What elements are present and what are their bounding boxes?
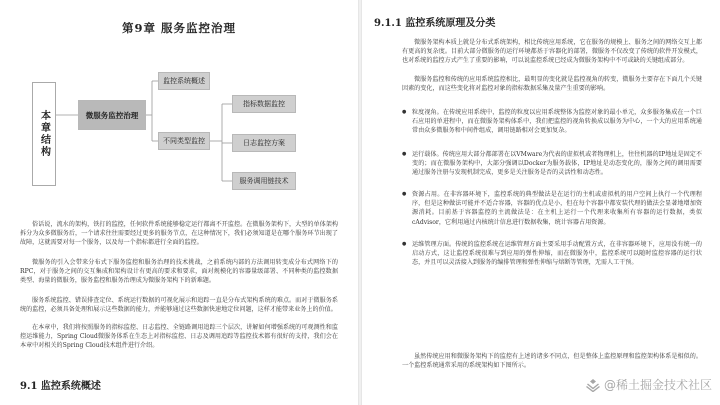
juejin-logo-icon [586,378,600,392]
bullet-granularity: ● 粒度视角。在传统应用系统中，监控的粒度以应用系统整体为监控对象的最小单元，众多服务集成在一个巨石应用的单进程中，而在微服务架构体系中，我们把监控的视角转换成以服务为中心，一个大的应用系统通常由众多微服务和中间件组成，调用链路相对会更加复杂。 [402,108,702,136]
diagram-node-monitoring-types: 不同类型监控 [158,132,210,150]
bullet-resource-usage: ● 资源占用。在非容器环境下，监控系统的典型做法是在运行的主机或虚拟机的用户空间上执行一个代理程序，但是这种做法可能并不适合容器，容器的优点是小，但在每个容器中都安装代理的做法会显著地增加资源消耗。目前基于容器监控的主流做法是：在主机上运行一个代理来收集所有容器的运行数据，类似cAdvisor，它利用通过内核统计信息进行数据收集，统计容器占用资源。 [402,190,702,227]
right-paragraph-intro: 微服务架构本质上就是分布式系统架构，相比传统应用系统，它在服务的规模上、服务之间的网络交互上都有更高的复杂度。目前大部分微服务的运行环境都基于容器化的部署，微服务不仅改变了传统的软件开发模式，也对系统的监控方式产生了重要的影响，可以说监控系统已经成为微服务架构中不可或缺的关键组成部分。 [402,39,702,65]
watermark-text: @稀土掘金技术社区 [603,378,712,392]
right-paragraph-intro-2: 微服务监控和传统的应用系统监控相比，最明显的变化就是监控视角的转变，微服务主要存在下面几个关键因素的变化，而这些变化将对监控对象的指标数据采集及量产生重要的影响。 [402,76,702,93]
left-page [0,0,358,405]
chapter-structure-label-box [32,82,56,186]
chapter-structure-diagram [10,48,346,216]
bullet-ops-management: ● 运维管理方面。传统的监控系统在运维管理方面主要采用手动配置方式，在非容器环境下，应用没有统一的启动方式，这让监控系统很难与到应用的弹性伸缩，而在微服务中，监控系统可以随时监控容器的运行状态，并且可以灵活接入到服务的编排管理和弹性伸缩与熔断等管理，无需人工干预。 [402,240,702,268]
left-paragraph-4: 在本章中，我们将按照服务的指标监控、日志监控、全链路调用追踪三个层次，讲解如何增强系统的可观测性和监控运维能力，Spring Cloud微服务体系在生态上对指标监控、日志及调用追踪等监控技术都有很好的支持，我们会在本章中对相关的Spring Cloud技术组件进行介绍。 [20,324,338,350]
left-paragraph-2: 微服务的引入会带来分布式下服务监控和服务治理的技术挑战，之前系统内部的方法调用转变成分布式网络下的RPC，对于服务之间的交互集成和架构设计有更高的要求和要求，面对规模化的容器量级部署、不同种类的监控数据类型、海量的微服务，服务监控和服务治理成为微服务架构下的新难题。 [20,259,338,285]
diagram-node-monitoring-overview: 监控系统概述 [158,72,210,90]
section-heading-9-1: 9.1 监控系统概述 [20,381,101,392]
bullet-runtime-carrier: ● 运行载体。传统应用大部分都部署在以VMware为代表的虚拟机或者物理机上，往往机器的IP地址是固定不变的；而在微服务架构中，大部分强调以Docker为服务载体，IP地址是动态变化的，服务之间的调用需要通过服务注册与发现机制完成，更多是关注服务是否的灵活性和动态性。 [402,150,702,178]
section-heading-9-1-1: 9.1.1 监控系统原理及分类 [374,18,496,29]
diagram-node-metrics: 指标数据监控 [232,95,296,113]
diagram-node-main: 微服务监控治理 [78,100,146,130]
diagram-node-tracing: 服务调用链技术 [232,172,296,190]
right-paragraph-closing: 虽然传统应用和微服务架构下的监控有上述的诸多不同点，但是整体上监控原理和监控架构体系是相似的。一个监控系统通常采用的系统架构如下图所示。 [402,353,702,370]
watermark [586,376,712,393]
left-paragraph-3: 服务系统监控、错误排查定位、系统运行数据的可视化展示和追踪一直是分布式架构系统的难点。而对于微服务系统的监控，必须具备处理和展示这些数据的能力，并能够通过这些数据快速地定位问题，这样才能带来业务上的价值。 [20,297,338,314]
left-paragraph-1: 俗话说，流水的架构，铁打的监控，任何软件系统能够稳定运行都离不开监控。在微服务架构下，大型的单体架构拆分为众多微服务后，一个请求往往需要经过更多的服务节点，在这种情况下，我们必须知道是在哪个服务环节出现了故障，这就需要对每一个服务，以及每一个指标都进行全面的监控。 [20,221,338,247]
chapter-structure-label: 本章结构 [38,110,50,158]
chapter-title: 第9章 服务监控治理 [121,21,236,35]
right-page [362,0,720,405]
diagram-node-logs: 日志监控方案 [232,134,296,152]
